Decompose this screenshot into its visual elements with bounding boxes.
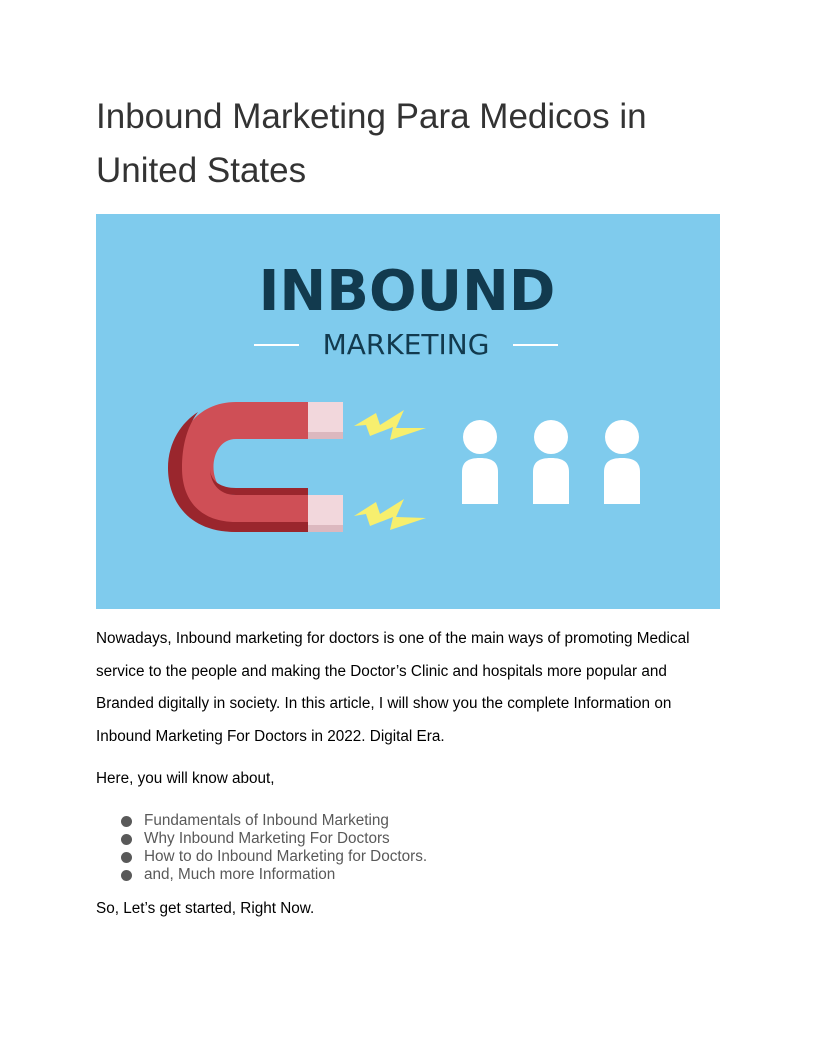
person-icon — [604, 420, 640, 504]
hero-illustration — [96, 214, 720, 609]
list-item-text: Why Inbound Marketing For Doctors — [144, 830, 390, 847]
person-icon — [533, 420, 569, 504]
hero-image — [96, 214, 720, 609]
bullet-icon — [121, 852, 132, 863]
document-title: Inbound Marketing Para Medicos in United States — [96, 97, 647, 190]
bullet-icon — [121, 870, 132, 881]
outro-paragraph: So, Let’s get started, Right Now. — [96, 900, 315, 917]
topics-list — [96, 812, 720, 884]
list-item — [121, 848, 720, 866]
lead-paragraph: Here, you will know about, — [96, 770, 275, 787]
bullet-icon — [121, 834, 132, 845]
list-item — [121, 812, 720, 830]
hero-heading: INBOUND — [258, 259, 556, 324]
hero-subheading: MARKETING — [322, 328, 490, 361]
list-item — [121, 830, 720, 848]
person-icon — [462, 420, 498, 504]
bullet-icon — [121, 816, 132, 827]
document-page — [96, 90, 720, 922]
list-item — [121, 866, 720, 884]
list-item-text: Fundamentals of Inbound Marketing — [144, 812, 389, 829]
list-item-text: How to do Inbound Marketing for Doctors. — [144, 848, 428, 865]
intro-paragraph: Nowadays, Inbound marketing for doctors is one of the main ways of promoting Medical service to the people and making the Doctor’s Clinic and hospitals more popular and Branded digitally in society. In this article, I will show you the complete Information on Inbound Marketing For Doctors in 2022. Digital Era. — [96, 630, 690, 745]
list-item-text: and, Much more Information — [144, 866, 336, 883]
